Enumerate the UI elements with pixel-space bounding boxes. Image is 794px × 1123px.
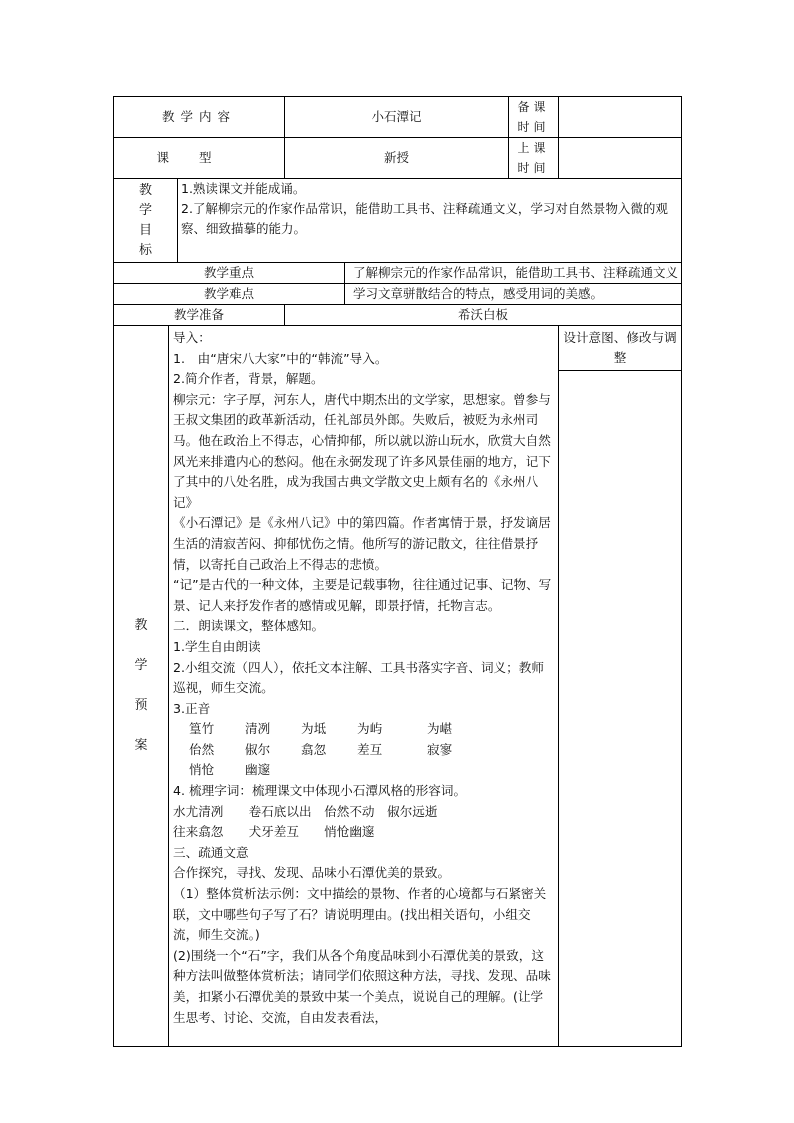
header-row-1 [114, 97, 682, 138]
plan-line: （1）整体赏析法示例：文中描绘的景物、作者的心境都与石紧密关联，文中哪些句子写了石？请说明理由。(找出相关语句，小组交流，师生交流。) [173, 886, 547, 943]
plan-content [169, 326, 559, 1047]
word-row: 篁竹 清冽 为坻 为屿 为嵁 [189, 721, 453, 737]
key-points-label: 教学重点 [114, 263, 345, 284]
word-row: 佁然 俶尔 翕忽 差互 寂寥 [189, 741, 453, 757]
objectives-content: 1.熟读课文并能成诵。 2.了解柳宗元的作家作品常识，能借助工具书、注释疏通文义，学习对自然景物入微的观察、细致描摹的能力。 [178, 179, 682, 263]
plan-line: 1.学生自由朗读 [173, 638, 261, 654]
design-notes-cell [559, 326, 682, 1047]
plan-line: 柳宗元：字子厚，河东人，唐代中期杰出的文学家，思想家。曾参与王叔文集团的政革新活动，任礼部员外郎。失败后，被贬为永州司马。他在政治上不得志，心情抑郁，所以就以游山玩水，欣赏大自然风光来排遣内心的愁闷。他在永弼发现了许多风景佳丽的地方，记下了其中的八处名胜，成为我国古典文学散文史上颇有名的《永州八记》 [173, 391, 551, 510]
plan-line: 4. 梳理字词：梳理课文中体现小石潭风格的形容词。 [173, 783, 467, 799]
preparation-value: 希沃白板 [285, 305, 682, 326]
lesson-type-value: 新授 [285, 138, 509, 179]
objectives-label: 教 学 目 标 [114, 179, 178, 263]
class-time-value [559, 138, 682, 179]
plan-line: 2.小组交流（四人），依托文本注解、工具书落实字音、词义；教师巡视，师生交流。 [173, 659, 544, 696]
key-points-value: 了解柳宗元的作家作品常识，能借助工具书、注释疏通文义 [345, 263, 682, 284]
plan-line: 导入： [173, 330, 211, 345]
plan-line: 1. 由“唐宋八大家”中的“韩流”导入。 [173, 350, 388, 366]
label-prep-time: 备课时间 [509, 97, 559, 138]
plan-line: 2.简介作者，背景，解题。 [173, 371, 324, 387]
difficulties-label: 教学难点 [114, 284, 345, 305]
design-notes-header: 设计意图、修改与调整 [559, 326, 681, 371]
label-teaching-content: 教学内容 [114, 97, 285, 138]
plan-line: “记”是古代的一种文体，主要是记载事物，往往通过记事、记物、写景、记人来抒发作者的感情或见解，即景抒情，托物言志。 [173, 577, 552, 613]
preparation-label: 教学准备 [114, 305, 285, 326]
prep-time-value [559, 97, 682, 138]
difficulties-value: 学习文章骈散结合的特点，感受用词的美感。 [345, 284, 682, 305]
preparation-row [114, 305, 682, 326]
label-class-time: 上课时间 [509, 138, 559, 179]
plan-line: 往来翕忽 犬牙差互 悄怆幽邃 [173, 824, 375, 840]
word-row: 悄怆 幽邃 [189, 762, 271, 778]
difficulties-row [114, 284, 682, 305]
lesson-plan-table [113, 96, 682, 1047]
plan-line: 《小石潭记》是《永州八记》中的第四篇。作者寓情于景，抒发谪居生活的清寂苦闷、抑郁忧伤之情。他所写的游记散文，往往借景抒情，以寄托自己政治上不得志的悲愤。 [173, 515, 551, 572]
plan-line: 三、疏通文意 [173, 844, 249, 860]
plan-row [114, 326, 682, 1047]
label-lesson-type: 课型 [114, 138, 285, 179]
plan-line: 合作探究，寻找、发现、品味小石潭优美的景致。 [173, 865, 451, 881]
header-row-2 [114, 138, 682, 179]
lesson-title: 小石潭记 [285, 97, 509, 138]
plan-line: (2)围绕一个“石”字，我们从各个角度品味到小石潭优美的景致，这种方法叫做整体赏析法；请同学们依照这种方法，寻找、发现、品味美，扣紧小石潭优美的景致中某一个美点，说说自己的理解。(让学生思考、讨论、交流，自由发表看法， [173, 947, 551, 1025]
objectives-row [114, 179, 682, 263]
plan-line: 3.正音 [173, 700, 211, 716]
plan-label: 教 学 预 案 [114, 326, 169, 1047]
plan-line: 二．朗读课文，整体感知。 [173, 618, 325, 634]
key-points-row [114, 263, 682, 284]
plan-line: 水尤清冽 卷石底以出 佁然不动 俶尔远逝 [173, 803, 438, 819]
